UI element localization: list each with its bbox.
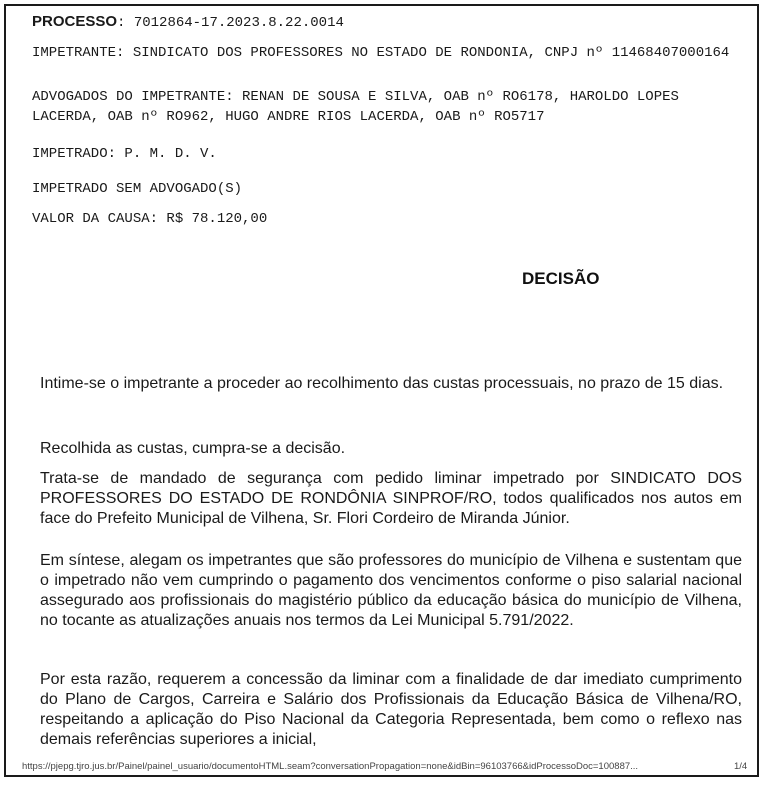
document-page (4, 4, 759, 777)
paragraph-razao: Por esta razão, requerem a concessão da liminar com a finalidade de dar imediato cumprimento do Plano de Cargos, Carreira e Salário dos Profissionais da Educação Básica de Vilhena/RO, respeitando a aplicação do Piso Nacional da Categoria Representada, bem como o reflexo nas demais referências superiores a inicial, (40, 671, 742, 748)
impetrante-line: IMPETRANTE: SINDICATO DOS PROFESSORES NO ESTADO DE RONDONIA, CNPJ nº 11468407000164 (32, 45, 730, 61)
paragraph-custas: Recolhida as custas, cumpra-se a decisão. (40, 440, 346, 457)
processo-number: : 7012864-17.2023.8.22.0014 (117, 15, 344, 31)
valor-causa-line: VALOR DA CAUSA: R$ 78.120,00 (32, 211, 268, 227)
paragraph-mandado: Trata-se de mandado de segurança com pedido liminar impetrado por SINDICATO DOS PROFESSORES DO ESTADO DE RONDÔNIA SINPROF/RO, todos qualificados nos autos em face do Prefeito Municipal de Vilhena, Sr. Flori Cordeiro de Miranda Júnior. (40, 470, 742, 527)
processo-line (32, 12, 344, 33)
paragraph-sintese: Em síntese, alegam os impetrantes que são professores do município de Vilhena e sustentam que o impetrado não vem cumprindo o pagamento dos vencimentos conforme o piso salarial nacional assegurado aos profissionais do magistério público da educação básica do município de Vilhena, no tocante as atualizações anuais nos termos da Lei Municipal 5.791/2022. (40, 552, 742, 629)
page-number: 1/4 (734, 761, 748, 772)
impetrado-sem-advogado-line: IMPETRADO SEM ADVOGADO(S) (32, 181, 243, 197)
advogados-line: ADVOGADOS DO IMPETRANTE: RENAN DE SOUSA E SILVA, OAB nº RO6178, HAROLDO LOPES LACERDA, OAB nº RO962, HUGO ANDRE RIOS LACERDA, OAB nº RO5717 (32, 89, 679, 125)
footer-url: https://pjepg.tjro.jus.br/Painel/painel_usuario/documentoHTML.seam?conversationPropagation=none&idBin=96103766&idProcessoDoc=100887... (22, 761, 639, 772)
document-title: DECISÃO (522, 269, 600, 288)
impetrado-line: IMPETRADO: P. M. D. V. (32, 146, 217, 162)
processo-label: PROCESSO (32, 13, 118, 30)
paragraph-intimacao: Intime-se o impetrante a proceder ao recolhimento das custas processuais, no prazo de 15 dias. (40, 375, 724, 392)
